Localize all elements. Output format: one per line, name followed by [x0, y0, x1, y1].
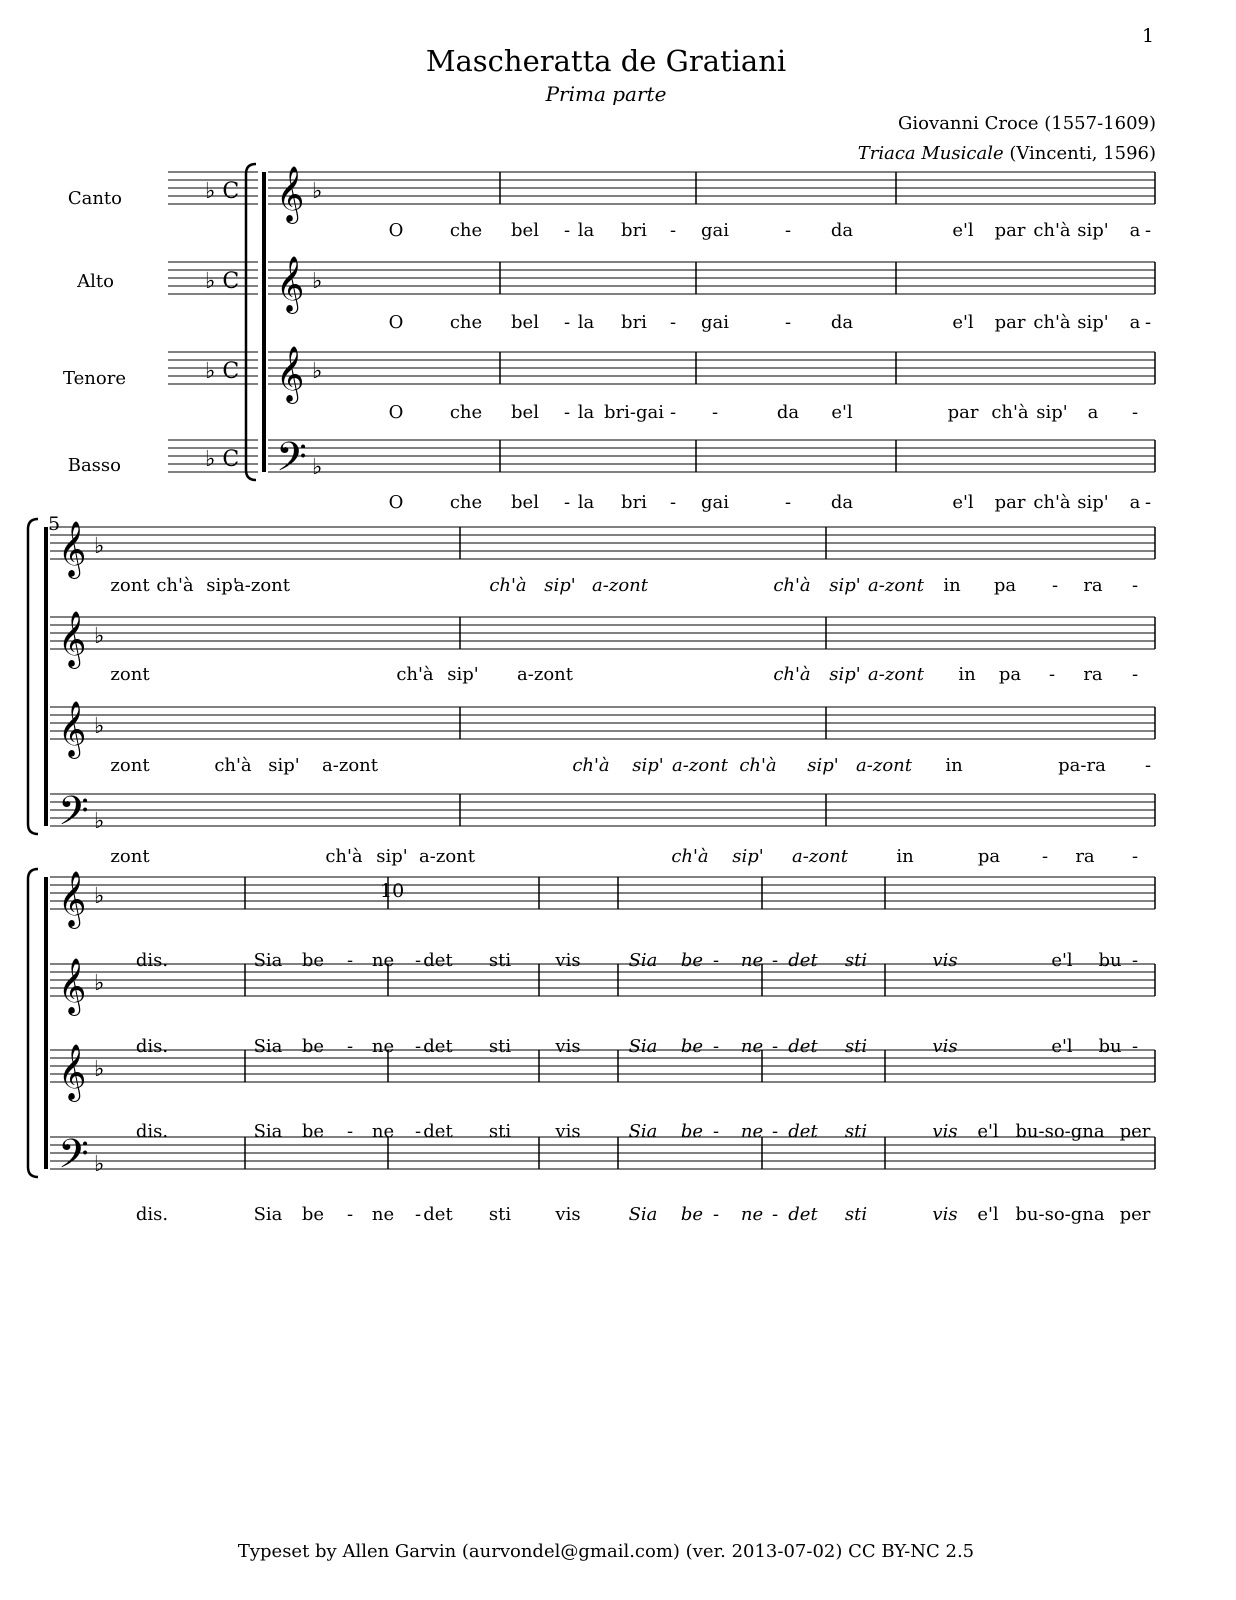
lyric-hyphen: -	[669, 402, 677, 423]
lyric-syllable: ne	[371, 1204, 395, 1225]
lyric-syllable: det	[423, 1036, 453, 1057]
lyric-syllable: sti	[844, 1204, 868, 1225]
treble-clef-icon: 𝄞	[58, 521, 87, 577]
lyric-syllable: par	[994, 492, 1026, 513]
lyric-syllable: be	[301, 1204, 325, 1225]
lyric-syllable: be	[301, 950, 325, 971]
page-number: 1	[1142, 25, 1155, 47]
lyric-syllable: a	[1129, 312, 1141, 333]
lyric-syllable: pa	[998, 664, 1022, 685]
lyric-syllable: ch'à	[1033, 312, 1071, 333]
lyric-hyphen: -	[1131, 664, 1139, 685]
lyric-syllable: in	[945, 755, 963, 776]
staff-canto	[268, 166, 1155, 224]
lyric-hyphen: -	[414, 1121, 422, 1142]
lyric-syllable: ne	[740, 1036, 764, 1057]
lyric-syllable: det	[788, 1036, 818, 1057]
system-2	[28, 519, 1155, 867]
lyric-hyphen: -	[1144, 312, 1152, 333]
lyric-hyphen: -	[563, 402, 571, 423]
bass-clef-icon: 𝄢	[58, 1131, 89, 1187]
lyric-syllable: ch'à	[396, 664, 434, 685]
lyric-syllable: sip'	[732, 846, 764, 867]
lyric-syllable: ra	[1083, 664, 1103, 685]
lyric-syllable: bu-so-gna	[1015, 1121, 1105, 1142]
lyric-hyphen: -	[346, 1121, 354, 1142]
flat-key-signature-icon: ♭	[94, 1057, 105, 1082]
lyric-syllable: sti	[488, 1036, 512, 1057]
lyric-hyphen: -	[346, 950, 354, 971]
lyric-syllable: zont	[110, 755, 150, 776]
lyric-syllable: vis	[555, 1036, 581, 1057]
lyric-syllable: in	[943, 575, 961, 596]
part-name-tenore: Tenore	[63, 368, 126, 389]
lyric-syllable: dis.	[135, 1121, 169, 1142]
lyric-syllable: O	[388, 492, 404, 513]
lyric-hyphen: -	[1144, 492, 1152, 513]
source-title: Triaca Musicale	[857, 143, 1004, 164]
lyric-syllable: det	[788, 1121, 818, 1142]
lyric-syllable: ne	[740, 1204, 764, 1225]
lyric-hyphen: -	[414, 1204, 422, 1225]
lyric-hyphen: -	[784, 492, 792, 513]
flat-key-signature-icon: ♭	[312, 269, 323, 294]
staff-canto	[50, 871, 1155, 929]
lyric-hyphen: -	[712, 950, 720, 971]
lyric-hyphen: -	[669, 312, 677, 333]
staff-tenore	[50, 701, 1155, 759]
staff-basso	[50, 788, 1155, 844]
lyric-syllable: pa	[977, 846, 1001, 867]
treble-clef-icon: 𝄞	[58, 958, 87, 1014]
lyric-syllable: ne	[371, 1121, 395, 1142]
system-3	[28, 869, 1155, 1225]
flat-key-signature-icon: ♭	[94, 809, 105, 834]
lyric-syllable: sip'	[1036, 402, 1068, 423]
treble-clef-icon: 𝄞	[276, 346, 305, 402]
lyric-syllable: sip'	[206, 575, 238, 596]
lyric-syllable: be	[680, 1121, 704, 1142]
lyric-hyphen: -	[1131, 950, 1139, 971]
incipit-alto	[168, 262, 258, 294]
lyric-syllable: per	[1119, 1121, 1151, 1142]
source-details: (Vincenti, 1596)	[1009, 143, 1156, 164]
lyric-syllable: ne	[371, 1036, 395, 1057]
lyric-syllable: sip'	[268, 755, 300, 776]
system-bracket	[246, 164, 256, 480]
lyric-syllable: che	[449, 402, 483, 423]
lyric-syllable: bri	[621, 220, 647, 241]
lyric-syllable: Sia	[628, 1036, 658, 1057]
lyric-hyphen: -	[771, 1204, 779, 1225]
lyric-syllable: gai	[700, 312, 730, 333]
lyric-syllable: e'l	[952, 220, 974, 241]
measure-number-10: 10	[380, 880, 405, 902]
lyric-syllable: a-zont	[234, 575, 290, 596]
lyric-syllable: par	[994, 312, 1026, 333]
system-bracket	[28, 519, 38, 834]
lyric-hyphen: -	[771, 950, 779, 971]
lyric-syllable: ch'à	[773, 575, 811, 596]
lyric-syllable: sip'	[447, 664, 479, 685]
lyric-syllable: bri-gai	[604, 402, 664, 423]
lyric-syllable: ne	[740, 950, 764, 971]
flat-key-signature-icon: ♭	[94, 1152, 105, 1177]
lyric-syllable: in	[958, 664, 976, 685]
lyric-syllable: dis.	[135, 1204, 169, 1225]
lyric-syllable: det	[423, 1121, 453, 1142]
lyric-syllable: sip'	[1077, 220, 1109, 241]
lyric-syllable: det	[423, 1204, 453, 1225]
system-bracket	[28, 869, 38, 1177]
lyric-hyphen: -	[1131, 402, 1139, 423]
lyric-syllable: dis.	[135, 1036, 169, 1057]
lyric-syllable: vis	[932, 1204, 958, 1225]
lyric-syllable: sip'	[807, 755, 839, 776]
lyric-hyphen: -	[563, 312, 571, 333]
lyric-syllable: e'l	[977, 1121, 999, 1142]
flat-key-signature-icon: ♭	[94, 624, 105, 649]
lyric-syllable: ch'à	[773, 664, 811, 685]
lyric-syllable: par	[994, 220, 1026, 241]
lyric-syllable: a-zont	[672, 755, 728, 776]
flat-key-signature-icon: ♭	[94, 884, 105, 909]
lyric-hyphen: -	[712, 1204, 720, 1225]
lyric-syllable: da	[830, 220, 854, 241]
piece-subtitle: Prima parte	[545, 82, 667, 106]
lyric-syllable: bel	[511, 220, 539, 241]
lyric-syllable: ne	[740, 1121, 764, 1142]
staff-alto	[50, 611, 1155, 669]
lyric-syllable: sip'	[376, 846, 408, 867]
bass-clef-icon: 𝄢	[58, 788, 89, 844]
lyric-hyphen: -	[711, 402, 719, 423]
lyric-syllable: a-zont	[856, 755, 912, 776]
lyric-syllable: pa-ra	[1058, 755, 1106, 776]
lyric-syllable: da	[776, 402, 800, 423]
treble-clef-icon: 𝄞	[58, 611, 87, 667]
lyric-syllable: det	[423, 950, 453, 971]
lyric-syllable: e'l	[952, 312, 974, 333]
lyric-hyphen: -	[771, 1036, 779, 1057]
lyric-syllable: gai	[700, 220, 730, 241]
lyric-syllable: zont	[110, 664, 150, 685]
lyric-hyphen: -	[1131, 575, 1139, 596]
lyric-syllable: che	[449, 312, 483, 333]
lyric-syllable: O	[388, 312, 404, 333]
lyric-syllable: vis	[932, 1036, 958, 1057]
lyric-hyphen: -	[414, 1036, 422, 1057]
lyric-hyphen: -	[1131, 1036, 1139, 1057]
flat-key-signature-icon: ♭	[312, 359, 323, 384]
lyric-syllable: dis.	[135, 950, 169, 971]
lyric-syllable: Sia	[628, 1204, 658, 1225]
lyric-syllable: e'l	[952, 492, 974, 513]
lyric-syllable: ra	[1083, 575, 1103, 596]
system-1	[246, 164, 1155, 513]
lyric-syllable: per	[1119, 1204, 1151, 1225]
lyric-syllable: in	[896, 846, 914, 867]
part-name-basso: Basso	[67, 455, 121, 476]
flat-key-signature-icon: ♭	[94, 534, 105, 559]
lyric-syllable: la	[577, 312, 595, 333]
lyric-syllable: Sia	[253, 950, 283, 971]
mensuration-sign-icon: ♭ C	[205, 359, 240, 384]
lyric-syllable: bri	[621, 492, 647, 513]
part-name-canto: Canto	[67, 188, 122, 209]
mensuration-sign-icon: ♭ C	[205, 447, 240, 472]
lyric-syllable: ch'à	[572, 755, 610, 776]
lyric-syllable: det	[788, 950, 818, 971]
lyric-syllable: Sia	[253, 1036, 283, 1057]
lyric-hyphen: -	[1144, 755, 1152, 776]
lyric-syllable: ch'à	[489, 575, 527, 596]
lyric-syllable: O	[388, 402, 404, 423]
lyric-syllable: a	[1087, 402, 1099, 423]
lyric-hyphen: -	[1048, 664, 1056, 685]
lyric-syllable: a-zont	[517, 664, 573, 685]
lyric-syllable: a	[1129, 492, 1141, 513]
lyric-syllable: che	[449, 220, 483, 241]
lyric-hyphen: -	[563, 492, 571, 513]
lyric-syllable: bel	[511, 312, 539, 333]
lyric-syllable: sti	[488, 950, 512, 971]
lyric-syllable: ch'à	[214, 755, 252, 776]
composer-credit: Giovanni Croce (1557-1609)	[898, 113, 1156, 134]
lyric-hyphen: -	[712, 1036, 720, 1057]
lyric-syllable: vis	[932, 1121, 958, 1142]
treble-clef-icon: 𝄞	[276, 166, 305, 222]
lyric-syllable: bu	[1098, 1036, 1122, 1057]
lyric-syllable: det	[788, 1204, 818, 1225]
staff-alto	[50, 958, 1155, 1016]
lyric-syllable: Sia	[253, 1121, 283, 1142]
bass-clef-icon: 𝄢	[276, 434, 307, 490]
lyric-syllable: che	[449, 492, 483, 513]
lyric-syllable: ch'à	[1033, 492, 1071, 513]
incipit-tenore	[168, 352, 258, 384]
lyric-syllable: ra	[1075, 846, 1095, 867]
lyric-hyphen: -	[346, 1204, 354, 1225]
lyric-syllable: da	[830, 492, 854, 513]
staff-basso	[268, 434, 1155, 490]
lyric-hyphen: -	[784, 312, 792, 333]
lyric-syllable: bel	[511, 402, 539, 423]
lyric-syllable: be	[680, 950, 704, 971]
lyric-syllable: sip'	[632, 755, 664, 776]
lyric-syllable: sti	[844, 1121, 868, 1142]
lyric-syllable: ch'à	[325, 846, 363, 867]
lyric-syllable: a-zont	[592, 575, 648, 596]
lyric-syllable: sti	[488, 1121, 512, 1142]
part-name-alto: Alto	[77, 271, 114, 292]
mensuration-sign-icon: ♭ C	[205, 179, 240, 204]
lyric-hyphen: -	[771, 1121, 779, 1142]
lyric-syllable: Sia	[253, 1204, 283, 1225]
treble-clef-icon: 𝄞	[58, 1044, 87, 1100]
lyric-syllable: a-zont	[322, 755, 378, 776]
lyric-syllable: a-zont	[868, 575, 924, 596]
lyric-hyphen: -	[563, 220, 571, 241]
lyric-syllable: sti	[844, 950, 868, 971]
lyric-syllable: ch'à	[671, 846, 709, 867]
lyric-syllable: vis	[555, 1121, 581, 1142]
mensuration-sign-icon: ♭ C	[205, 269, 240, 294]
flat-key-signature-icon: ♭	[312, 455, 323, 480]
lyric-syllable: sip'	[1077, 492, 1109, 513]
treble-clef-icon: 𝄞	[58, 871, 87, 927]
flat-key-signature-icon: ♭	[312, 179, 323, 204]
lyric-syllable: e'l	[831, 402, 853, 423]
treble-clef-icon: 𝄞	[58, 701, 87, 757]
lyric-syllable: be	[680, 1204, 704, 1225]
lyric-hyphen: -	[669, 220, 677, 241]
lyric-syllable: a	[1129, 220, 1141, 241]
lyric-syllable: zont	[110, 575, 150, 596]
lyric-syllable: sip'	[829, 664, 861, 685]
lyric-syllable: a-zont	[792, 846, 848, 867]
lyric-syllable: sti	[844, 1036, 868, 1057]
lyric-hyphen: -	[712, 1121, 720, 1142]
lyric-syllable: e'l	[977, 1204, 999, 1225]
lyric-syllable: bri	[621, 312, 647, 333]
staff-tenore	[268, 346, 1155, 404]
staff-alto	[268, 256, 1155, 314]
lyric-hyphen: -	[1131, 846, 1139, 867]
lyric-syllable: be	[301, 1121, 325, 1142]
lyric-syllable: da	[830, 312, 854, 333]
lyric-syllable: e'l	[1051, 950, 1073, 971]
lyric-syllable: bel	[511, 492, 539, 513]
staff-canto	[50, 521, 1155, 579]
lyric-syllable: ch'à	[739, 755, 777, 776]
lyric-hyphen: -	[784, 220, 792, 241]
lyric-syllable: ne	[371, 950, 395, 971]
lyric-syllable: zont	[110, 846, 150, 867]
treble-clef-icon: 𝄞	[276, 256, 305, 312]
lyric-syllable: sti	[488, 1204, 512, 1225]
flat-key-signature-icon: ♭	[94, 971, 105, 996]
lyric-syllable: ch'à	[1033, 220, 1071, 241]
lyric-syllable: e'l	[1051, 1036, 1073, 1057]
lyric-syllable: vis	[555, 1204, 581, 1225]
lyric-syllable: par	[947, 402, 979, 423]
lyric-hyphen: -	[346, 1036, 354, 1057]
lyric-syllable: ch'à	[991, 402, 1029, 423]
staff-tenore	[50, 1044, 1155, 1102]
lyric-syllable: a-zont	[868, 664, 924, 685]
lyric-syllable: gai	[700, 492, 730, 513]
lyric-syllable: pa	[993, 575, 1017, 596]
lyric-syllable: sip'	[1077, 312, 1109, 333]
incipit-basso	[168, 440, 258, 472]
lyric-syllable: be	[680, 1036, 704, 1057]
lyric-syllable: sip'	[544, 575, 576, 596]
lyric-hyphen: -	[669, 492, 677, 513]
piece-title: Mascheratta de Gratiani	[425, 44, 787, 78]
lyric-syllable: sip'	[829, 575, 861, 596]
lyric-syllable: bu-so-gna	[1015, 1204, 1105, 1225]
lyric-syllable: bu	[1098, 950, 1122, 971]
lyric-hyphen: -	[414, 950, 422, 971]
lyric-syllable: be	[301, 1036, 325, 1057]
lyric-syllable: la	[577, 402, 595, 423]
footer-credit: Typeset by Allen Garvin (aurvondel@gmail.com) (ver. 2013-07-02) CC BY-NC 2.5	[237, 1541, 975, 1562]
lyric-syllable: O	[388, 220, 404, 241]
lyric-syllable: Sia	[628, 1121, 658, 1142]
lyric-syllable: ch'à	[156, 575, 194, 596]
lyric-hyphen: -	[1041, 846, 1049, 867]
lyric-syllable: Sia	[628, 950, 658, 971]
lyric-syllable: la	[577, 492, 595, 513]
measure-number-5: 5	[48, 513, 61, 535]
flat-key-signature-icon: ♭	[94, 714, 105, 739]
lyric-syllable: vis	[932, 950, 958, 971]
lyric-hyphen: -	[1051, 575, 1059, 596]
lyric-syllable: vis	[555, 950, 581, 971]
lyric-syllable: la	[577, 220, 595, 241]
incipit-canto	[168, 172, 258, 204]
lyric-syllable: a-zont	[419, 846, 475, 867]
lyric-hyphen: -	[1144, 220, 1152, 241]
